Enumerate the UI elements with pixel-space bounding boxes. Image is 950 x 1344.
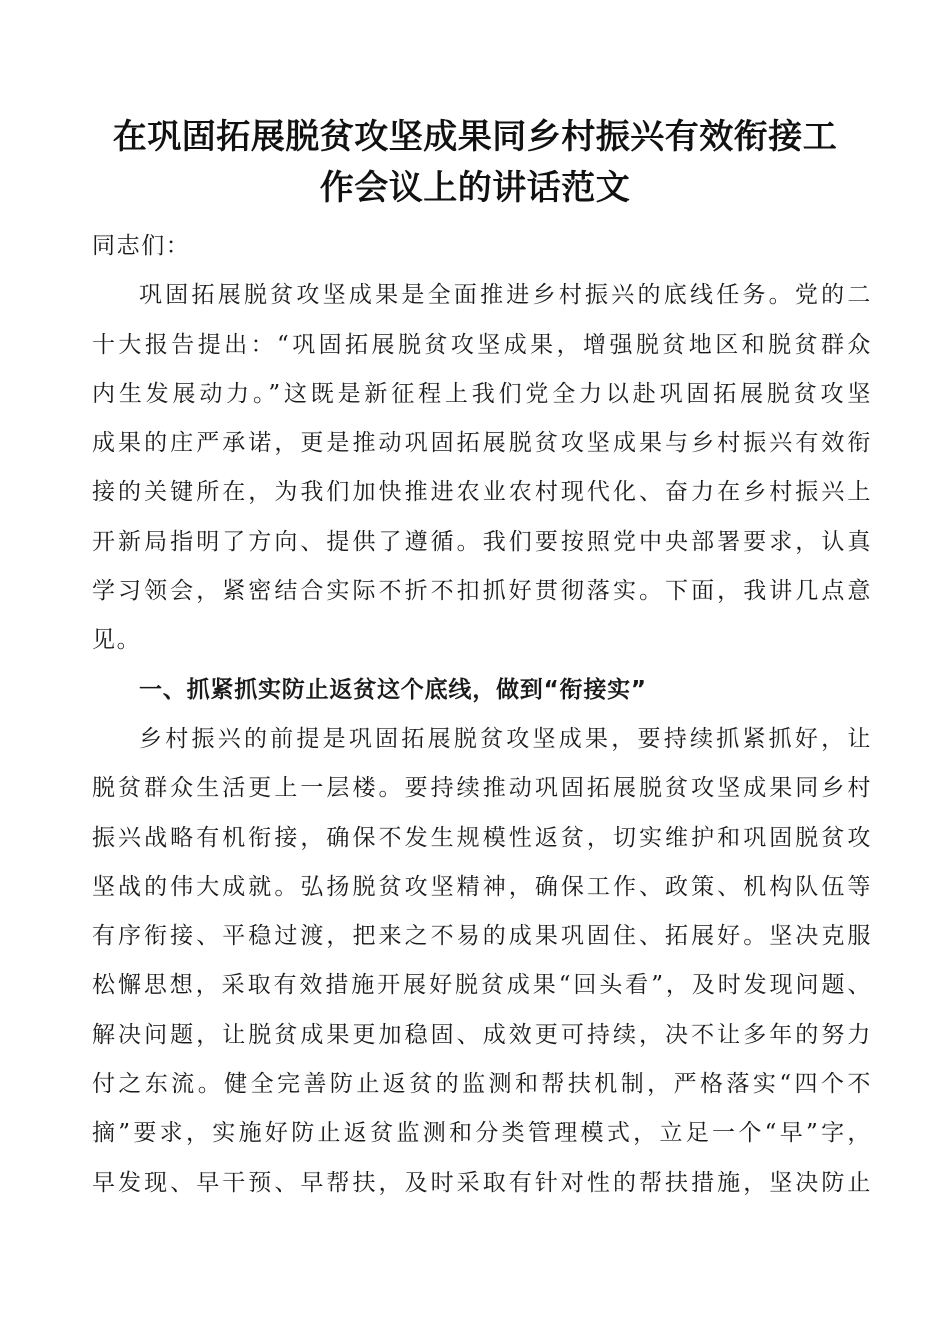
paragraph-line: 学习领会，紧密结合实际不折不扣抓好贯彻落实。下面，我讲几点意 (92, 578, 872, 605)
paragraph-section-1 (92, 715, 872, 1208)
paragraph-line: 内生发展动力。”这既是新征程上我们党全力以赴巩固拓展脱贫攻坚 (92, 380, 872, 407)
document-body (92, 222, 872, 1208)
paragraph-intro (92, 271, 872, 665)
paragraph-line: 见。 (92, 627, 142, 654)
paragraph-line: 早发现、早干预、早帮扶，及时采取有针对性的帮扶措施，坚决防止 (92, 1169, 872, 1196)
paragraph-line: 巩固拓展脱贫攻坚成果是全面推进乡村振兴的底线任务。党的二 (139, 282, 872, 309)
paragraph-line: 开新局指明了方向、提供了遵循。我们要按照党中央部署要求，认真 (92, 528, 872, 555)
section-heading: 一、抓紧抓实防止返贫这个底线，做到“衔接实” (139, 676, 647, 703)
document-title (90, 112, 860, 214)
paragraph-line: 有序衔接、平稳过渡，把来之不易的成果巩固住、拓展好。坚决克服 (92, 923, 872, 950)
paragraph-line: 摘”要求，实施好防止返贫监测和分类管理模式，立足一个“早”字， (92, 1120, 872, 1147)
paragraph-line: 振兴战略有机衔接，确保不发生规模性返贫，切实维护和巩固脱贫攻 (92, 824, 872, 851)
salutation: 同志们： (92, 233, 191, 259)
paragraph-line: 乡村振兴的前提是巩固拓展脱贫攻坚成果，要持续抓紧抓好，让 (139, 725, 872, 752)
paragraph-line: 成果的庄严承诺，更是推动巩固拓展脱贫攻坚成果与乡村振兴有效衔 (92, 430, 872, 457)
title-line: 作会议上的讲话范文 (319, 168, 631, 208)
paragraph-line: 脱贫群众生活更上一层楼。要持续推动巩固拓展脱贫攻坚成果同乡村 (92, 775, 872, 802)
title-line: 在巩固拓展脱贫攻坚成果同乡村振兴有效衔接工 (112, 117, 838, 157)
paragraph-line: 解决问题，让脱贫成果更加稳固、成效更可持续，决不让多年的努力 (92, 1021, 872, 1048)
paragraph-line: 接的关键所在，为我们加快推进农业农村现代化、奋力在乡村振兴上 (92, 479, 872, 506)
paragraph-line: 付之东流。健全完善防止返贫的监测和帮扶机制，严格落实“四个不 (92, 1071, 872, 1098)
paragraph-line: 坚战的伟大成就。弘扬脱贫攻坚精神，确保工作、政策、机构队伍等 (92, 873, 872, 900)
paragraph-line: 松懈思想，采取有效措施开展好脱贫成果“回头看”，及时发现问题、 (92, 972, 872, 999)
paragraph-line: 十大报告提出：“巩固拓展脱贫攻坚成果，增强脱贫地区和脱贫群众 (92, 331, 872, 358)
